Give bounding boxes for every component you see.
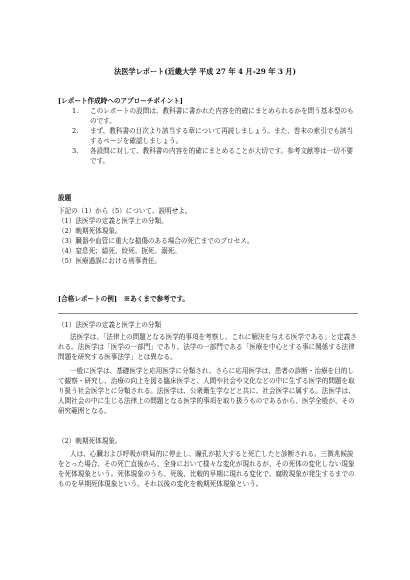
- divider: [58, 313, 358, 314]
- answer-1-heading: （1）法医学の定義と医学上の分類: [58, 321, 162, 329]
- approach-point: [72, 106, 358, 126]
- approach-points: [58, 106, 358, 166]
- example-heading: [合格レポートの例] ※あくまで参考です。: [58, 295, 189, 303]
- approach-point-number: 2.: [72, 127, 79, 135]
- answer-2-heading: （2）晩期死体現象。: [58, 437, 122, 445]
- question-item: （1）法医学の定義と医学上の分類。: [58, 217, 168, 225]
- example-answer: [58, 320, 358, 489]
- question-item: （3）臓器や血管に重大な損傷のある場合の死亡までのプロセス。: [58, 237, 254, 245]
- approach-point-number: 3.: [72, 147, 79, 155]
- questions-intro: 下記の（1）から（5）について、説明せよ。: [58, 207, 192, 215]
- approach-point-text: 各設問に対して、教科書の内容を的確にまとめることが大切です。参考文献等は一切不要です。: [90, 147, 354, 165]
- answer-1-paragraph: 法医学は、「法律上の問題となる医学的事項を考察し、これに解決を与える医学である」と定義される。法医学は「医学の一部門」であり、法学の一部門である「医療を中心とする事に関係する法律問題を研究する医事法学」とは異なる。: [58, 333, 357, 361]
- approach-point-text: このレポートの設問は、教科書に書かれた内容を的確にまとめられるかを問う基本型のものです。: [90, 107, 354, 125]
- approach-point-text: まず、教科書の目次より該当する章について再読しましょう。また、巻末の索引でも該当するページを確認しましょう。: [90, 127, 354, 145]
- approach-heading: [レポート作成時へのアプローチポイント]: [58, 97, 183, 105]
- approach-point: [72, 146, 358, 166]
- question-item: （4）窒息死；縊死、絞死、扼死、溺死。: [58, 247, 181, 255]
- approach-point-number: 1.: [72, 107, 79, 115]
- approach-point: [72, 126, 358, 146]
- answer-1-paragraph: 一般に医学は、基礎医学と応用医学に分類され、さらに応用医学は、患者の診断・治療を目的して観察・研究し、治療の向上を図る臨床医学と、人間や社会や文化などの中に生ずる医学的問題を取り扱う社会医学とに分類される。法医学は、公衆衛生学などと共に、社会医学に属する。法医学は、人間社会の中に生じる法律上の問題となる医学的事項を取り扱うものであるから、医学全般が、その研究範囲となる。: [58, 367, 355, 415]
- answer-2-paragraph: 人は、心臓および呼吸が終局的に停止し、瞳孔が拡大すると死亡したと診断される。三徴兆候説をとった場合、その死亡直後から、全身において様々な変化が現れるが、その死体の変化しない現象を死体現象という。死体現象のうち、死後、比較的早期に現れる変化で、腐敗現象が発生するまでのものを早期死体現象という。それ以後の変化を晩期死体現象という。: [58, 450, 355, 488]
- questions-section: [58, 193, 358, 266]
- question-item: （2）晩期死体現象。: [58, 227, 122, 235]
- document-title: 法医学レポート(近畿大学 平成 27 年 4 月-29 年 3 月): [114, 67, 296, 76]
- approach-section: [58, 96, 358, 166]
- questions-heading: 設題: [58, 194, 72, 202]
- question-list: [58, 216, 358, 266]
- question-item: （5）医療過誤における刑事責任。: [58, 257, 162, 265]
